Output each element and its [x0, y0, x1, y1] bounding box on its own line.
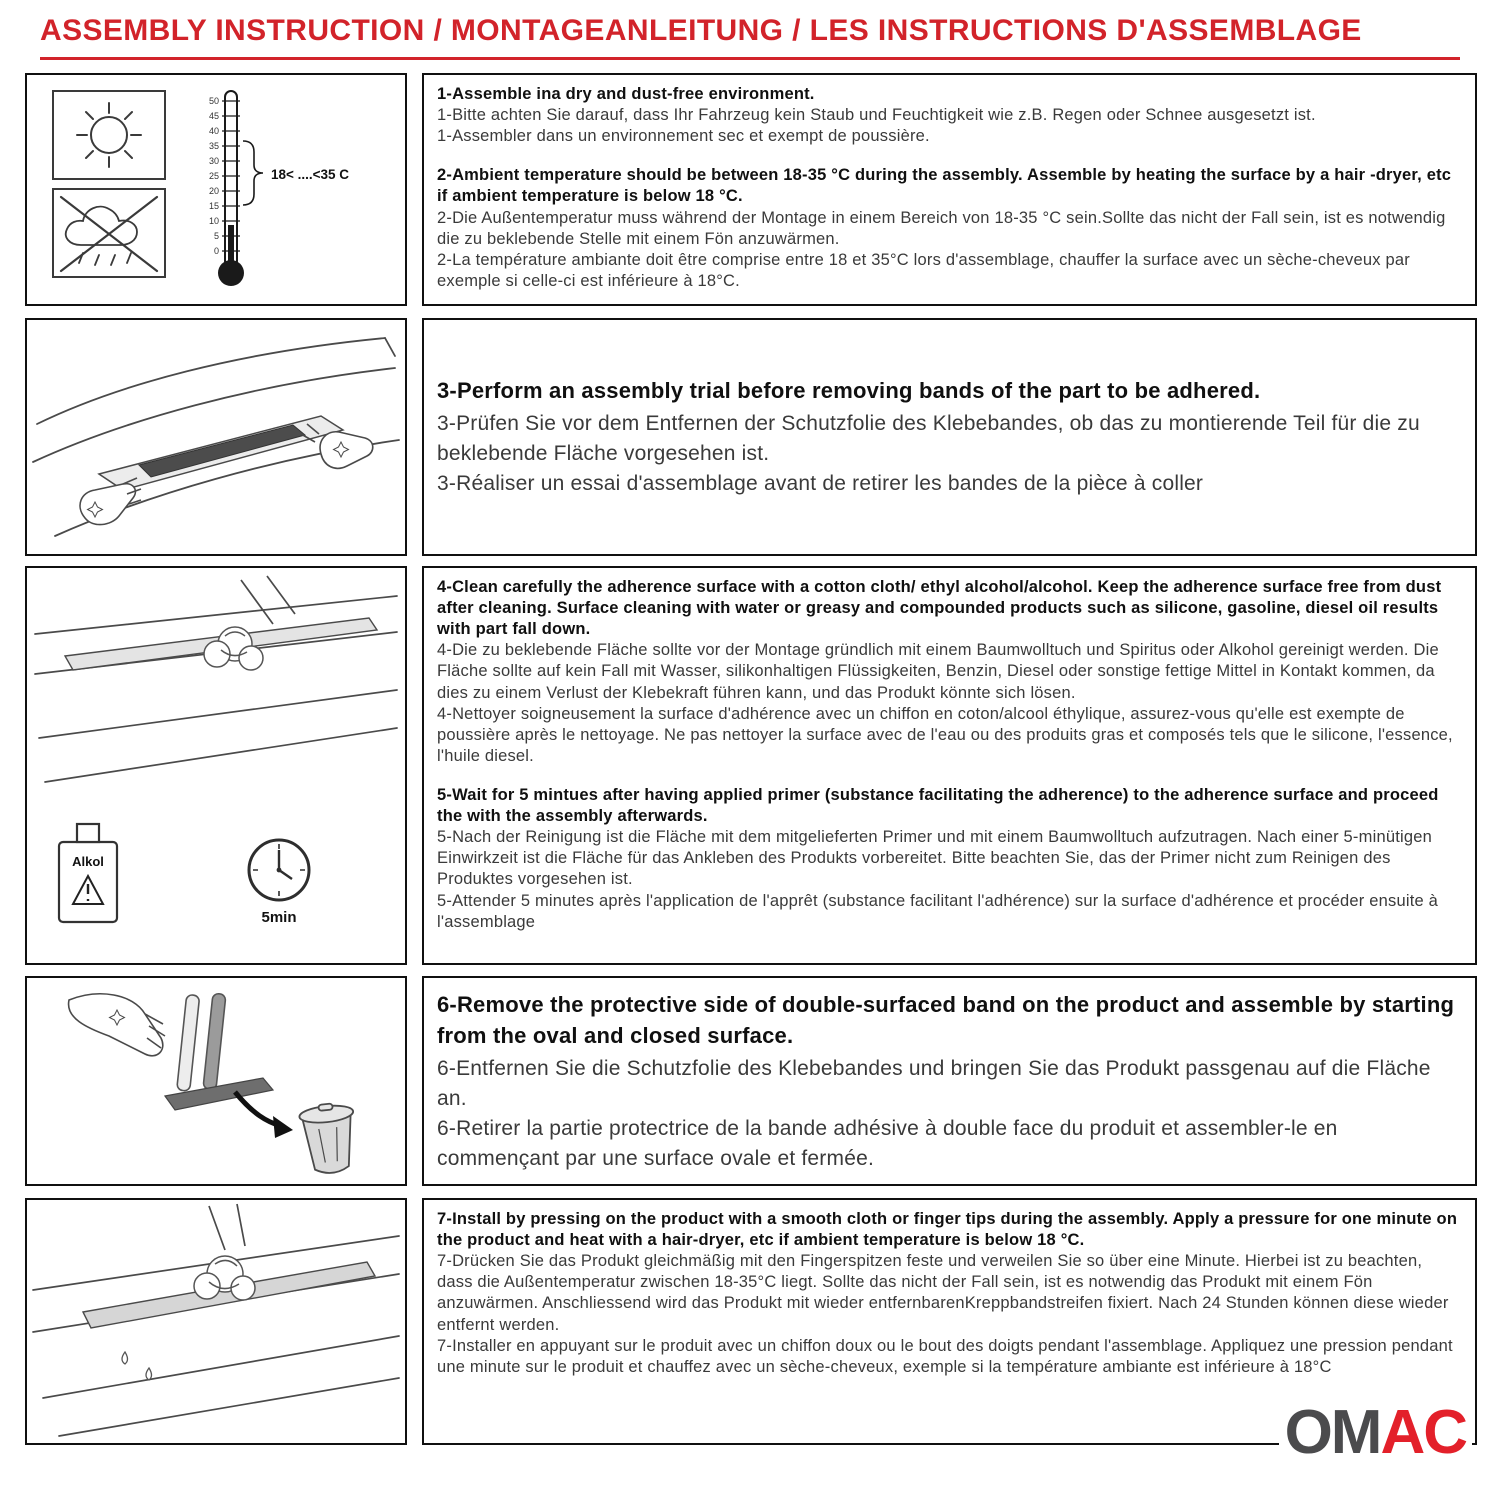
- clock-icon: [249, 840, 309, 926]
- step2-text-fr: 2-La température ambiante doit être comprise entre 18 et 35°C lors d'assemblage, chauffer la surface avec un sèche-cheveux par exemple si celle-ci est inférieure à 18°C.: [437, 250, 1410, 290]
- tick-label: 30: [208, 156, 219, 166]
- tick-label: 0: [213, 246, 219, 256]
- arm-lines: [241, 576, 295, 624]
- step6-text-fr: 6-Retirer la partie protectrice de la bande adhésive à double face du produit et assembler-le en commençant par une surface ovale et fermée.: [437, 1116, 1338, 1170]
- tick-label: 35: [208, 141, 219, 151]
- section-step-3: [25, 318, 1477, 556]
- step5-text-de: 5-Nach der Reinigung ist die Fläche mit dem mitgelieferten Primer und mit einem Baumwolltuch aufzutragen. Nach einer 5-minütigen Einwirkzeit ist die Fläche für das Ankleben des Produkts vorbereitet. Bitte beachten Sie, das der Primer nicht zum Reinigen des Produktes vorgesehen ist.: [437, 828, 1432, 889]
- figure-peel-band: [25, 976, 407, 1186]
- title-underline: [40, 57, 1460, 60]
- step1-text-fr: 1-Assembler dans un environnement sec et exempt de poussière.: [437, 127, 930, 146]
- no-rain-icon: [61, 197, 157, 271]
- text-step-3: [422, 318, 1477, 556]
- press-install-illustration: [29, 1202, 403, 1441]
- sill-trim-strip: [139, 425, 305, 477]
- omac-logo: [1279, 1400, 1472, 1466]
- trash-bin-icon: [298, 1101, 359, 1175]
- section-step-4-5: [25, 566, 1477, 965]
- omac-logo-dark-letters: OM: [1284, 1398, 1381, 1467]
- bottle-label: Alkol: [72, 854, 104, 869]
- peeling-hand-icon: [69, 994, 165, 1056]
- tick-label: 45: [208, 111, 219, 121]
- thermometer-icon: [209, 91, 349, 286]
- step6-text-en: 6-Remove the protective side of double-surfaced band on the product and assemble by starting from the oval and closed surface.: [437, 991, 1455, 1048]
- tick-label: 5: [213, 231, 219, 241]
- temperature-range-label: 18< ....<35 C: [271, 167, 350, 182]
- alcohol-bottle-icon: [59, 824, 117, 922]
- step1-text-en: 1-Assemble ina dry and dust-free environment.: [437, 85, 815, 103]
- step6-text-de: 6-Entfernen Sie die Schutzfolie des Klebebandes und bringen Sie das Produkt passgenau auf die Fläche an.: [437, 1057, 1431, 1110]
- clock-duration-label: 5min: [261, 909, 297, 926]
- text-step-6: [422, 976, 1477, 1186]
- tick-label: 10: [208, 216, 219, 226]
- page-title: ASSEMBLY INSTRUCTION / MONTAGEANLEITUNG / LES INSTRUCTIONS D'ASSEMBLAGE: [40, 14, 1362, 47]
- arrow-head: [273, 1116, 293, 1138]
- step5-text-fr: 5-Attender 5 minutes après l'application de l'apprêt (substance facilitant l'adhérence) sur la surface d'adhérence et procéder ensuite à l'assemblage: [437, 891, 1439, 931]
- sun-icon: [77, 103, 141, 167]
- step7-text-fr: 7-Installer en appuyant sur le produit avec un chiffon doux ou le bout des doigts pendant l'assemblage. Appliquez une pression pendant une minute sur le produit et chauffez avec un sèche-cheveux, exemple si la température ambiante est inférieure à 18°C: [437, 1336, 1453, 1376]
- omac-logo-red-letters: AC: [1380, 1398, 1466, 1467]
- step4-text-de: 4-Die zu beklebende Fläche sollte vor der Montage gründlich mit einem Baumwolltuch und Spiritus oder Alkohol gereinigt werden. Die Fläche sollte auf kein Fall mit Wasser, silikonhaltigen Flüssigkeiten, Benzin, Diesel oder sonstige fettige Mittel in Kontakt kommen, da dies zu einem Verlust der Klebekraft führen kann, und das Produkt könnte sich lösen.: [437, 641, 1439, 702]
- step2-text-de: 2-Die Außentemperatur muss während der Montage in einem Bereich von 18-35 °C sein.Sollte das nicht der Fall sein, ist es notwendig die zu beklebende Stelle mit einem Fön anzuwärmen.: [437, 208, 1446, 248]
- liquid-drops-icon: [122, 1352, 152, 1380]
- tick-label: 50: [208, 96, 219, 106]
- step7-text-en: 7-Install by pressing on the product with a smooth cloth or finger tips during the assembly. Apply a pressure for one minute on the product and heat with a hair-dryer, etc if ambient temperature is below 18 °C.: [437, 1210, 1458, 1250]
- protective-band-strips: [177, 990, 226, 1094]
- step4-text-en: 4-Clean carefully the adherence surface with a cotton cloth/ ethyl alcohol/alcohol. Keep the adherence surface free from dust after cleaning. Surface cleaning with water or greasy and compounded products such as silicone, gasoline, diesel oil results with part fall down.: [437, 578, 1442, 639]
- section-step-7: [25, 1198, 1477, 1445]
- trial-fit-illustration: [29, 322, 403, 552]
- figure-trial-fit: [25, 318, 407, 556]
- step3-text-en: 3-Perform an assembly trial before removing bands of the part to be adhered.: [437, 378, 1261, 404]
- figure-environment: [25, 73, 407, 306]
- step2-text-en: 2-Ambient temperature should be between 18-35 °C during the assembly. Assemble by heating the surface by a hair -dryer, etc if ambient temperature is below 18 °C.: [437, 166, 1452, 206]
- step7-text-de: 7-Drücken Sie das Produkt gleichmäßig mit den Fingerspitzen feste und verweilen Sie so über eine Minute. Hierbei ist zu beachten, dass die Außentemperatur zwischen 18-35°C liegt. Sollte das nicht der Fall sein, ist es notwendig das Produkt mit einem Fön anzuwärmen. Anschliessend wird das Produkt mit wieder entfernbarenKreppbandstreifen fixiert. Nach 24 Stunden können diese wieder entfernt werden.: [437, 1252, 1449, 1334]
- section-step-6: [25, 976, 1477, 1186]
- text-step-4-5: [422, 566, 1477, 965]
- tick-label: 25: [208, 171, 219, 181]
- arm-lines: [209, 1204, 245, 1250]
- cleaning-illustration: [29, 570, 403, 961]
- step4-text-fr: 4-Nettoyer soigneusement la surface d'adhérence avec un chiffon en coton/alcool éthylique, assurez-vous qu'elle est exempte de poussière après le nettoyage. Ne pas nettoyer la surface avec de l'eau ou des produits gras et composés tels que le silicone, l'essence, l'huile diesel.: [437, 704, 1453, 765]
- peel-band-illustration: [29, 980, 403, 1182]
- left-hand-icon: [80, 478, 141, 525]
- tick-label: 15: [208, 201, 219, 211]
- text-step-1-2: [422, 73, 1477, 306]
- step3-text-fr: 3-Réaliser un essai d'assemblage avant de retirer les bandes de la pièce à coller: [437, 472, 1204, 496]
- section-step-1-2: [25, 73, 1477, 306]
- tick-label: 20: [208, 186, 219, 196]
- figure-press-install: [25, 1198, 407, 1445]
- step3-text-de: 3-Prüfen Sie vor dem Entfernen der Schutzfolie des Klebebandes, ob das zu montierende Teil für die zu beklebende Fläche vorgesehen ist.: [437, 412, 1420, 466]
- environment-illustration: [29, 77, 403, 302]
- step1-text-de: 1-Bitte achten Sie darauf, dass Ihr Fahrzeug kein Staub und Feuchtigkeit wie z.B. Regen oder Schnee ausgesetzt ist.: [437, 106, 1316, 125]
- tick-label: 40: [208, 126, 219, 136]
- step5-text-en: 5-Wait for 5 mintues after having applied primer (substance facilitating the adherence) to the adherence surface and proceed the with the assembly afterwards.: [437, 785, 1439, 826]
- figure-cleaning: [25, 566, 407, 965]
